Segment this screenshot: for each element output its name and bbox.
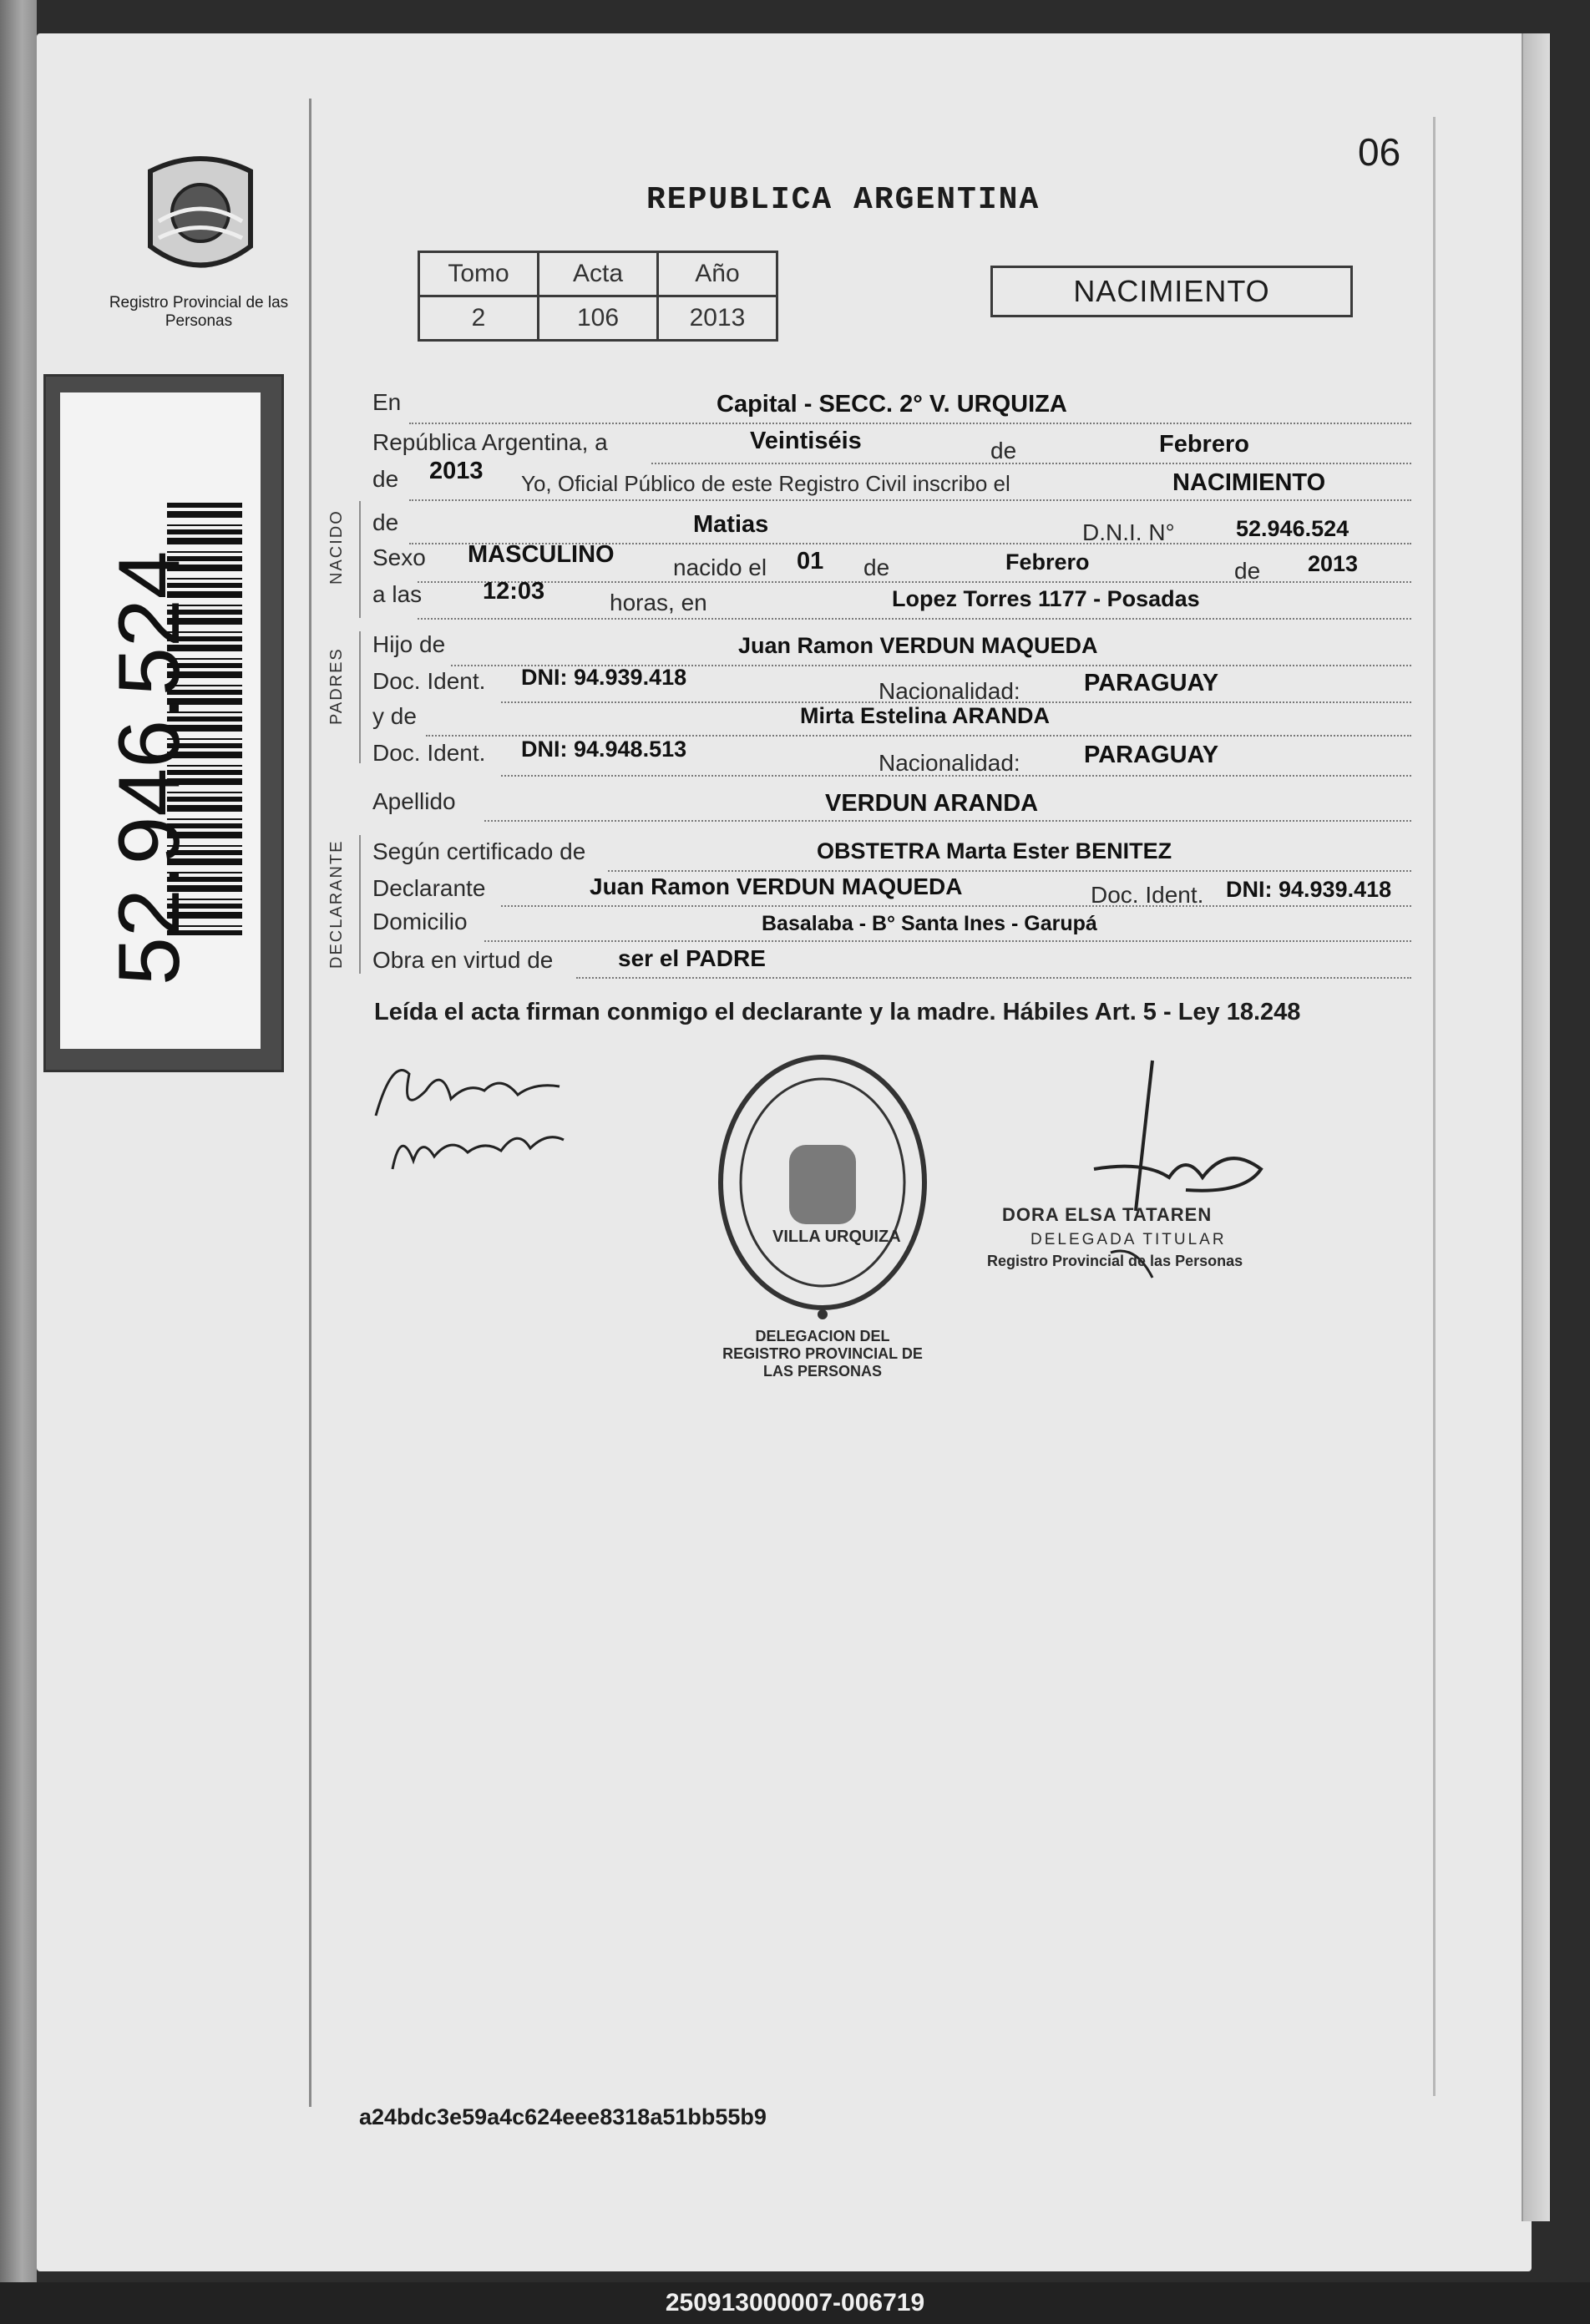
label-de-year2: de: [1234, 558, 1261, 584]
value-month: Febrero: [1159, 431, 1249, 458]
value-address: Basalaba - B° Santa Ines - Garupá: [762, 912, 1097, 935]
value-obra: ser el PADRE: [618, 945, 766, 971]
label-doc-ident-1: Doc. Ident.: [372, 668, 486, 694]
ref-header-ano: Año: [658, 252, 777, 296]
reference-table: [418, 251, 778, 342]
value-father-nationality: PARAGUAY: [1084, 670, 1219, 696]
dotted-line: [418, 581, 1411, 583]
label-obra: Obra en virtud de: [372, 947, 554, 973]
signature-mother: [384, 1111, 576, 1190]
value-mother: Mirta Estelina ARANDA: [800, 703, 1051, 728]
value-dni: 52.946.524: [1236, 516, 1349, 541]
label-de-month: de: [863, 554, 890, 580]
label-nacionalidad-1: Nacionalidad:: [879, 678, 1020, 704]
value-location: Capital - SECC. 2° V. URQUIZA: [717, 391, 1067, 418]
officer-name: DORA ELSA TATAREN: [1002, 1204, 1213, 1225]
label-nacido: nacido el: [673, 554, 767, 580]
page-edge: [1522, 33, 1550, 2221]
label-nacionalidad-2: Nacionalidad:: [879, 750, 1020, 776]
label-inscribo: Yo, Oficial Público de este Registro Civil inscribo el: [521, 471, 1010, 496]
dotted-line: [418, 618, 1411, 620]
label-doc-ident-2: Doc. Ident.: [372, 740, 486, 766]
label-de: de: [990, 438, 1017, 463]
value-sexo: MASCULINO: [468, 541, 615, 568]
label-certificado: Según certificado de: [372, 838, 586, 864]
margin-line: [309, 99, 311, 2107]
value-year: 2013: [429, 458, 484, 484]
value-declarant: Juan Ramon VERDUN MAQUEDA: [590, 873, 963, 899]
stamp-inner-text: VILLA URQUIZA: [772, 1228, 901, 1246]
value-mother-nationality: PARAGUAY: [1084, 742, 1219, 768]
label-doc-ident-3: Doc. Ident.: [1091, 882, 1204, 908]
value-father-dni: DNI: 94.939.418: [521, 665, 687, 690]
dotted-line: [484, 940, 1411, 942]
value-first-name: Matias: [693, 511, 769, 538]
registry-seal-icon: [125, 146, 276, 288]
value-certificate: OBSTETRA Marta Ester BENITEZ: [817, 838, 1172, 863]
side-label-padres: PADRES: [327, 647, 346, 725]
label-yde: y de: [372, 703, 417, 729]
value-birth-year: 2013: [1308, 551, 1359, 576]
record-type-box: NACIMIENTO: [990, 266, 1353, 317]
section-divider: [359, 835, 361, 974]
right-margin-line: [1433, 117, 1436, 2096]
ref-header-acta: Acta: [539, 252, 658, 296]
dotted-line: [501, 905, 1411, 907]
side-label-declarante: DECLARANTE: [327, 839, 346, 969]
registry-round-stamp: [710, 1049, 935, 1329]
dotted-line: [409, 423, 1411, 424]
ref-header-tomo: Tomo: [419, 252, 539, 296]
barcode-number: 52.946.524: [101, 550, 198, 985]
value-declarant-dni: DNI: 94.939.418: [1226, 877, 1392, 902]
closing-statement: Leída el acta firman conmigo el declarante y la madre. Hábiles Art. 5 - Ley 18.248: [374, 999, 1301, 1025]
section-divider: [359, 631, 361, 763]
dotted-line: [651, 463, 1411, 464]
value-birth-month: Febrero: [1005, 549, 1090, 575]
label-horas: horas, en: [610, 590, 707, 615]
label-domicilio: Domicilio: [372, 909, 468, 934]
book-spine: [0, 0, 37, 2324]
dotted-line: [409, 499, 1411, 501]
page-title: REPUBLICA ARGENTINA: [646, 182, 1041, 218]
value-birth-day: 01: [797, 548, 824, 575]
label-republica: República Argentina, a: [372, 429, 608, 455]
label-hijo: Hijo de: [372, 631, 446, 657]
label-de-year: de: [372, 466, 399, 492]
officer-office: Registro Provincial de las Personas: [987, 1253, 1243, 1269]
stamp-outer-text: DELEGACION DEL REGISTRO PROVINCIAL DE LAS PERSONAS: [722, 1328, 923, 1380]
value-surname: VERDUN ARANDA: [825, 790, 1039, 817]
label-en: En: [372, 389, 402, 415]
dotted-line: [576, 977, 1411, 979]
ref-value-tomo: 2: [419, 296, 539, 341]
value-nacimiento: NACIMIENTO: [1172, 469, 1326, 496]
document-hash: a24bdc3e59a4c624eee8318a51bb55b9: [359, 2104, 767, 2129]
ref-value-ano: 2013: [658, 296, 777, 341]
ref-value-acta: 106: [539, 296, 658, 341]
label-sexo: Sexo: [372, 544, 426, 570]
value-father: Juan Ramon VERDUN MAQUEDA: [738, 633, 1098, 658]
registry-name: Registro Provincial de las Personas: [109, 294, 289, 330]
label-declarante: Declarante: [372, 875, 486, 901]
officer-role: DELEGADA TITULAR: [1030, 1231, 1227, 1248]
value-hour: 12:03: [483, 578, 545, 605]
page-number: 06: [1358, 130, 1401, 174]
label-alas: a las: [372, 581, 423, 607]
label-de-name: de: [372, 509, 399, 535]
side-label-nacido: NACIDO: [327, 509, 346, 585]
footer-id: 250913000007-006719: [0, 2282, 1590, 2324]
value-birth-place: Lopez Torres 1177 - Posadas: [892, 586, 1200, 611]
label-dni: D.N.I. N°: [1082, 519, 1175, 545]
dotted-line: [608, 870, 1411, 872]
label-apellido: Apellido: [372, 788, 456, 814]
section-divider: [359, 501, 361, 618]
value-mother-dni: DNI: 94.948.513: [521, 737, 687, 762]
dotted-line: [484, 820, 1411, 822]
dotted-line: [501, 775, 1411, 777]
value-day: Veintiséis: [750, 428, 862, 454]
